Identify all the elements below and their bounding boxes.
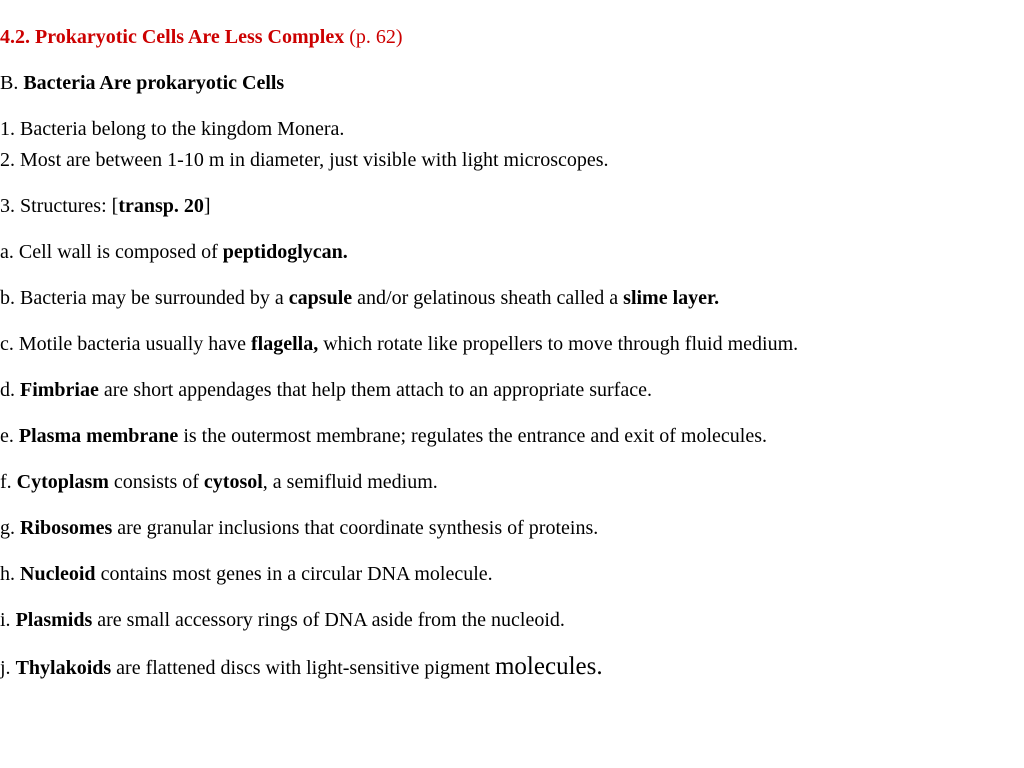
text-segment: slime layer. xyxy=(623,287,720,309)
text-segment: , a semifluid medium. xyxy=(262,471,438,493)
text-segment: are short appendages that help them attach to an appropriate surface. xyxy=(98,379,652,401)
heading-b xyxy=(0,68,984,99)
text-segment: capsule xyxy=(288,287,353,309)
document-body xyxy=(0,22,984,684)
text-segment: Plasmids xyxy=(15,609,93,631)
text-segment: ] xyxy=(203,195,211,217)
text-segment: a. Cell wall is composed of xyxy=(0,241,223,263)
text-segment: 3. Structures: [ xyxy=(0,195,119,217)
item-g xyxy=(0,513,984,544)
text-segment: B. xyxy=(0,72,24,94)
item-h xyxy=(0,559,984,590)
text-segment: Thylakoids xyxy=(15,657,112,679)
item-2 xyxy=(0,145,984,176)
text-segment: i. xyxy=(0,609,16,631)
text-segment: (p. 62) xyxy=(344,26,403,48)
text-segment: h. xyxy=(0,563,20,585)
text-segment: is the outermost membrane; regulates the entrance and exit of molecules. xyxy=(178,425,767,447)
item-3 xyxy=(0,191,984,222)
text-segment: Nucleoid xyxy=(20,563,96,585)
text-segment: 1. Bacteria belong to the kingdom Monera. xyxy=(0,118,345,140)
item-i xyxy=(0,605,984,636)
text-segment: Cytoplasm xyxy=(16,471,109,493)
text-segment: are flattened discs with light-sensitive pigment xyxy=(111,657,495,679)
text-segment: cytosol xyxy=(203,471,263,493)
text-segment: b. Bacteria may be surrounded by a xyxy=(0,287,289,309)
text-segment: Ribosomes xyxy=(20,517,113,539)
text-segment: flagella, xyxy=(251,333,319,355)
item-j xyxy=(0,651,984,684)
item-c xyxy=(0,329,984,360)
text-segment: are small accessory rings of DNA aside from the nucleoid. xyxy=(92,609,565,631)
text-segment: are granular inclusions that coordinate synthesis of proteins. xyxy=(112,517,599,539)
text-segment: transp. 20 xyxy=(118,195,204,217)
text-segment: contains most genes in a circular DNA molecule. xyxy=(95,563,493,585)
slide-title xyxy=(0,22,984,53)
text-segment: Plasma membrane xyxy=(18,425,179,447)
text-segment: Bacteria Are prokaryotic Cells xyxy=(23,72,285,94)
text-segment: d. xyxy=(0,379,20,401)
text-segment: 2. Most are between 1-10 m in diameter, just visible with light microscopes. xyxy=(0,149,609,171)
text-segment: e. xyxy=(0,425,19,447)
text-segment: consists of xyxy=(108,471,204,493)
text-segment: and/or gelatinous sheath called a xyxy=(352,287,624,309)
text-segment: Fimbriae xyxy=(20,379,99,401)
item-a xyxy=(0,237,984,268)
text-segment: c. Motile bacteria usually have xyxy=(0,333,252,355)
text-segment: which rotate like propellers to move through fluid medium. xyxy=(318,333,799,355)
text-segment: molecules. xyxy=(494,653,603,680)
item-d xyxy=(0,375,984,406)
item-f xyxy=(0,467,984,498)
text-segment: g. xyxy=(0,517,20,539)
text-segment: j. xyxy=(0,657,16,679)
item-e xyxy=(0,421,984,452)
text-segment: 4.2. Prokaryotic Cells Are Less Complex xyxy=(0,26,345,48)
item-1 xyxy=(0,114,984,145)
text-segment: peptidoglycan. xyxy=(222,241,348,263)
item-b xyxy=(0,283,984,314)
text-segment: f. xyxy=(0,471,17,493)
